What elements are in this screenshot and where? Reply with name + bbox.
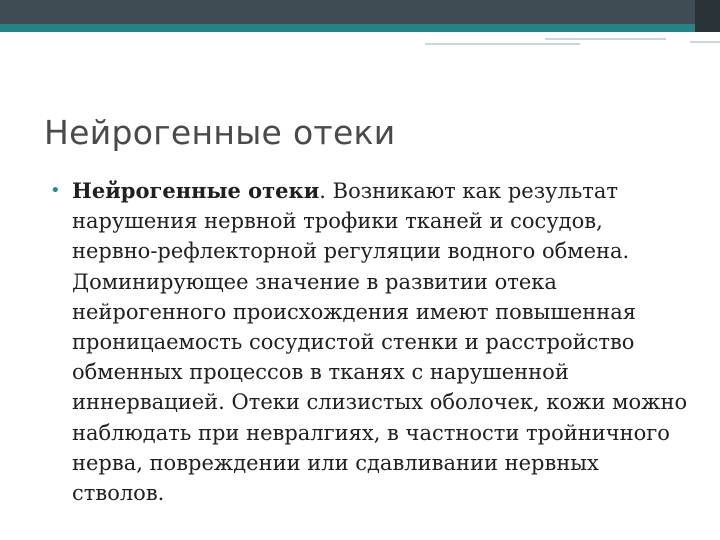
header-corner-block — [695, 0, 720, 32]
bullet-paragraph — [72, 176, 690, 508]
header-bar — [0, 0, 720, 24]
bullet-lead-text: Нейрогенные отеки — [72, 178, 320, 203]
decorative-line — [425, 43, 580, 45]
bullet-icon: • — [50, 180, 61, 201]
bullet-body-text: . Возникают как результат нарушения нервной трофики тканей и сосудов, нервно-рефлекторной регуляции водного обмена. Доминирующее значение в развитии отека нейрогенного происхождения имеют повышенная проницаемость сосудистой стенки и расстройство обменных процессов в тканях с нарушенной иннервацией. Отеки слизистых оболочек, кожи можно наблюдать при невралгиях, в частности тройничного нерва, повреждении или сдавливании нервных стволов. — [72, 179, 688, 506]
header-accent-band — [0, 24, 720, 32]
decorative-line — [545, 38, 666, 40]
slide-title: Нейрогенные отеки — [44, 113, 396, 152]
decorative-line — [690, 41, 720, 43]
bullet-item — [50, 176, 690, 508]
